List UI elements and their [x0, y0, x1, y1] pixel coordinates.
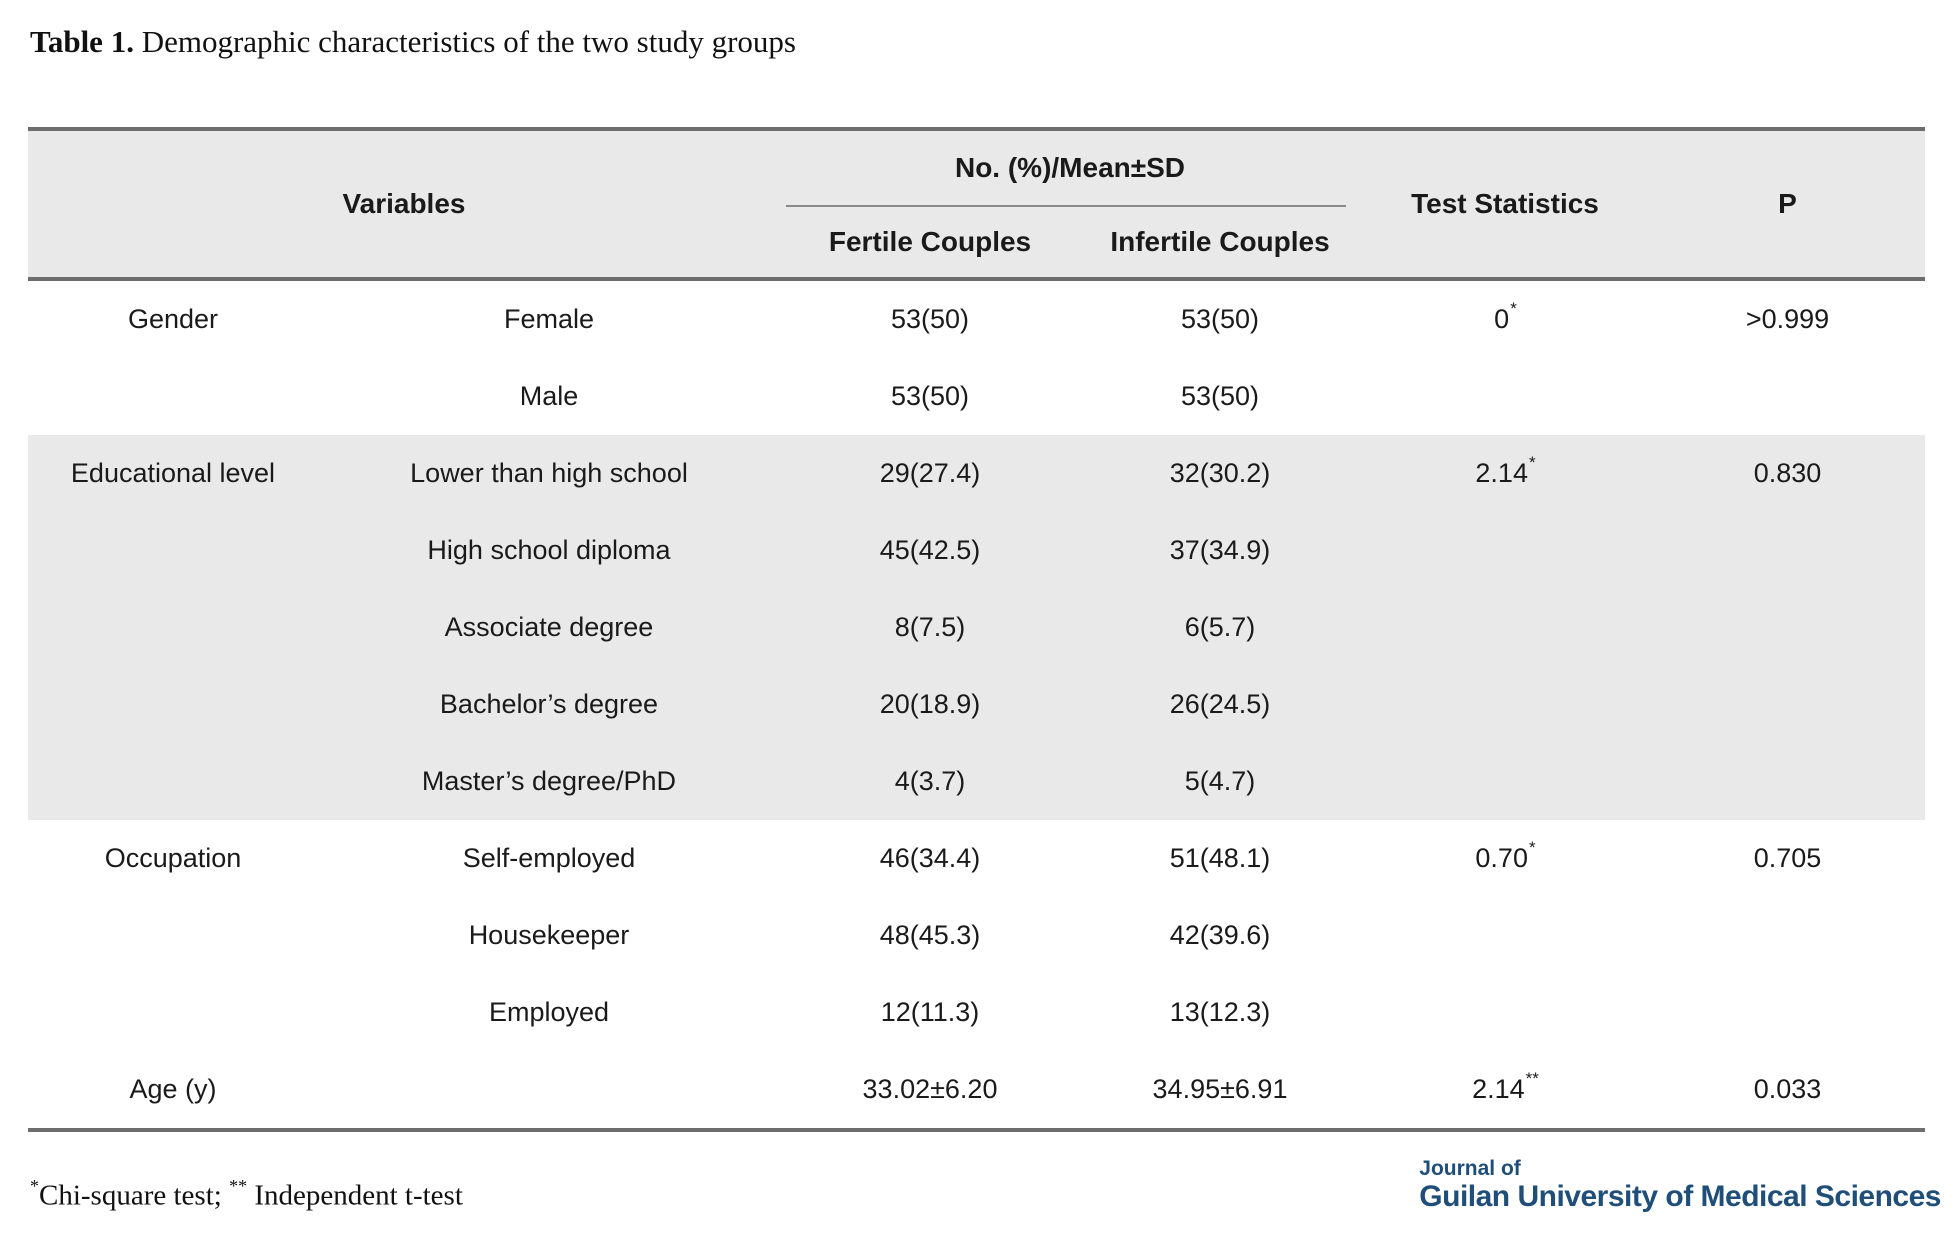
table-footnote: [30, 1178, 463, 1213]
row-label: Associate degree: [444, 612, 654, 642]
p-value: 0.033: [1753, 1074, 1822, 1104]
fertile-value: 4(3.7): [894, 766, 966, 796]
journal-logo-line2: Guilan University of Medical Sciences: [1419, 1179, 1941, 1213]
p-value: 0.830: [1753, 458, 1822, 488]
section-gender: [28, 281, 1925, 435]
fertile-value: 45(42.5): [879, 535, 981, 565]
test-statistic-value: 2.14: [1475, 458, 1528, 488]
table-caption: [30, 24, 796, 60]
test-statistic: 2.14 **: [1472, 1068, 1539, 1104]
test-statistic-value: 2.14: [1472, 1074, 1525, 1104]
row-label: Housekeeper: [468, 920, 630, 950]
row-label: Employed: [488, 997, 610, 1027]
header-p: P: [1778, 188, 1797, 219]
test-statistic: 2.14 *: [1475, 452, 1536, 488]
header-test-statistics: Test Statistics: [1411, 188, 1599, 219]
row-label: Self-employed: [462, 843, 636, 873]
infertile-value: 6(5.7): [1184, 612, 1256, 642]
header-group-label: No. (%)/Mean±SD: [954, 152, 1186, 183]
infertile-value: 26(24.5): [1169, 689, 1271, 719]
p-value: >0.999: [1745, 304, 1830, 334]
infertile-value: 34.95±6.91: [1152, 1074, 1288, 1104]
category-label: Age (y): [129, 1074, 217, 1104]
fertile-value: 53(50): [890, 381, 970, 411]
infertile-value: 37(34.9): [1169, 535, 1271, 565]
infertile-value: 51(48.1): [1169, 843, 1271, 873]
infertile-value: 53(50): [1180, 304, 1260, 334]
fertile-value: 33.02±6.20: [862, 1074, 998, 1104]
fertile-value: 48(45.3): [879, 920, 981, 950]
footnote-asterisk-2: **: [229, 1176, 248, 1196]
table-caption-text: Demographic characteristics of the two study groups: [133, 24, 796, 59]
journal-logo-line1: Journal of: [1419, 1157, 1521, 1180]
fertile-value: 46(34.4): [879, 843, 981, 873]
infertile-value: 13(12.3): [1169, 997, 1271, 1027]
test-statistic: 0.70 *: [1475, 837, 1536, 873]
infertile-value: 42(39.6): [1169, 920, 1271, 950]
row-label: [318, 1051, 780, 1128]
header-group-no-pct-mean-sd: [780, 131, 1360, 277]
test-statistic-value: 0: [1494, 304, 1510, 334]
header-infertile-couples: Infertile Couples: [1110, 226, 1330, 257]
footnote-text-2: Independent t-test: [247, 1179, 463, 1212]
section-educational-level: [28, 435, 1925, 820]
table-header-row: [28, 131, 1925, 281]
row-label: Master’s degree/PhD: [421, 766, 677, 796]
test-statistic-value: 0.70: [1475, 843, 1528, 873]
fertile-value: 20(18.9): [879, 689, 981, 719]
row-label: High school diploma: [427, 535, 671, 565]
fertile-value: 12(11.3): [880, 997, 980, 1027]
infertile-value: 5(4.7): [1184, 766, 1256, 796]
infertile-value: 53(50): [1180, 381, 1260, 411]
category-label: Gender: [127, 304, 219, 334]
fertile-value: 8(7.5): [894, 612, 966, 642]
table-caption-number: Table 1.: [30, 24, 134, 59]
fertile-value: 53(50): [890, 304, 970, 334]
demographics-table: [28, 127, 1925, 1132]
fertile-value: 29(27.4): [879, 458, 981, 488]
journal-logo: [1419, 1158, 1941, 1213]
row-label: Lower than high school: [410, 458, 688, 488]
test-statistic: 0 *: [1494, 298, 1517, 334]
infertile-value: 32(30.2): [1169, 458, 1271, 488]
category-label: Educational level: [70, 458, 276, 488]
section-occupation: [28, 820, 1925, 1051]
row-label: Bachelor’s degree: [439, 689, 659, 719]
row-label: Male: [519, 381, 579, 411]
category-label: Occupation: [104, 843, 242, 873]
header-subcolumns: [780, 207, 1360, 277]
footnote-asterisk-1: *: [30, 1176, 39, 1196]
header-fertile-couples: Fertile Couples: [828, 226, 1032, 257]
section-age: [28, 1051, 1925, 1128]
header-variables: Variables: [342, 188, 466, 219]
p-value: 0.705: [1753, 843, 1822, 873]
row-label: Female: [503, 304, 595, 334]
footnote-text-1: Chi-square test;: [39, 1179, 230, 1212]
